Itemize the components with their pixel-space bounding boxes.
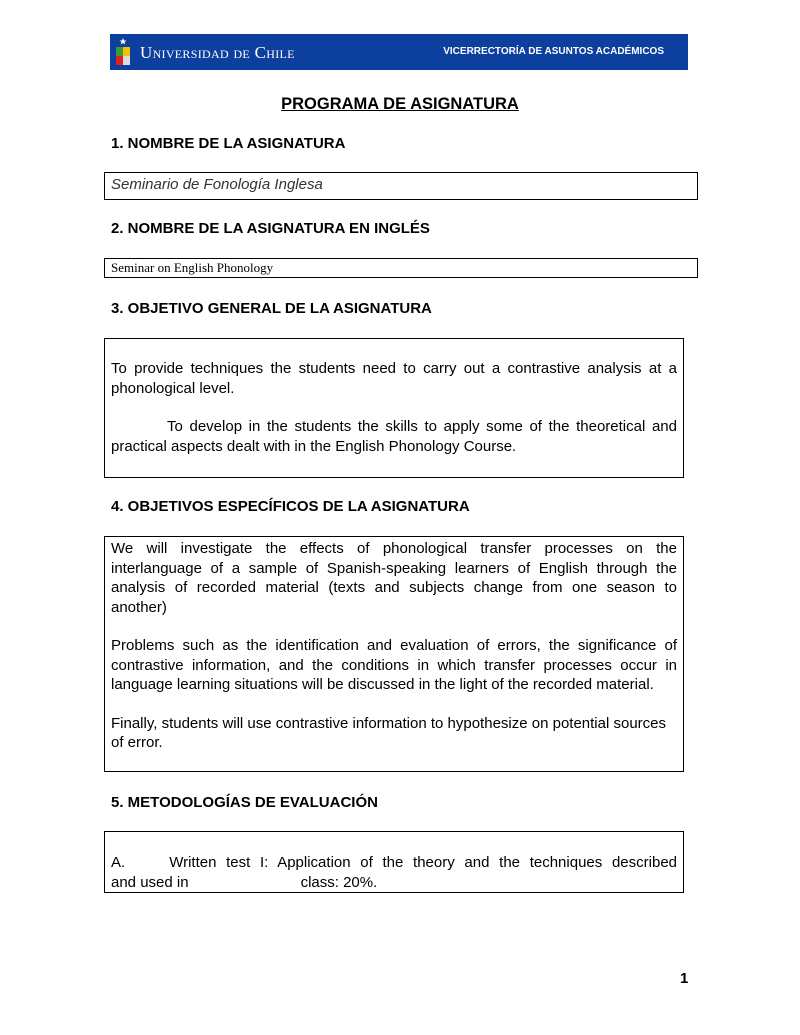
item-text: Written test I: Application of the theory and the techniques described [169,854,677,871]
specific-objective-paragraph: Problems such as the identification and evaluation of errors, the significance of contrastive information, and the conditions in which transfer processes occur in language learning situations will be discussed in the light of the recorded material. [111,637,677,693]
general-objective-box [104,338,684,478]
item-text: and used in [111,873,189,891]
section-heading-4: 4. OBJETIVOS ESPECÍFICOS DE LA ASIGNATURA [111,498,470,515]
evaluation-box [104,831,684,893]
item-text: class: 20%. [300,873,378,891]
specific-objective-paragraph: We will investigate the effects of phonological transfer processes on the interlanguage of a sample of Spanish-speaking learners of English through the analysis of recorded material (texts and subjects change from one season to another) [111,540,677,616]
course-name-box [104,172,698,200]
general-objective-paragraph: To provide techniques the students need to carry out a contrastive analysis at a phonological level. [111,360,677,397]
specific-objective-paragraph: Finally, students will use contrastive information to hypothesize on potential sources of error. [111,714,667,751]
course-name: Seminario de Fonología Inglesa [111,176,323,193]
university-name: Universidad de Chile [140,43,295,62]
header-banner [110,34,688,70]
specific-objectives-box [104,536,684,772]
item-label: A. [111,854,126,871]
office-name: VICERRECTORÍA DE ASUNTOS ACADÉMICOS [443,46,664,57]
section-heading-5: 5. METODOLOGÍAS DE EVALUACIÓN [111,794,378,811]
page-title: PROGRAMA DE ASIGNATURA [281,95,519,113]
page-number: 1 [680,970,689,987]
section-heading-2: 2. NOMBRE DE LA ASIGNATURA EN INGLÉS [111,220,430,237]
section-heading-3: 3. OBJETIVO GENERAL DE LA ASIGNATURA [111,300,432,317]
general-objective-paragraph: To develop in the students the skills to apply some of the theoretical and practical aspects dealt with in the English Phonology Course. [111,418,677,455]
course-name-english-box [104,258,698,278]
university-crest-icon [116,38,130,66]
course-name-english: Seminar on English Phonology [111,260,274,275]
section-heading-1: 1. NOMBRE DE LA ASIGNATURA [111,135,346,152]
